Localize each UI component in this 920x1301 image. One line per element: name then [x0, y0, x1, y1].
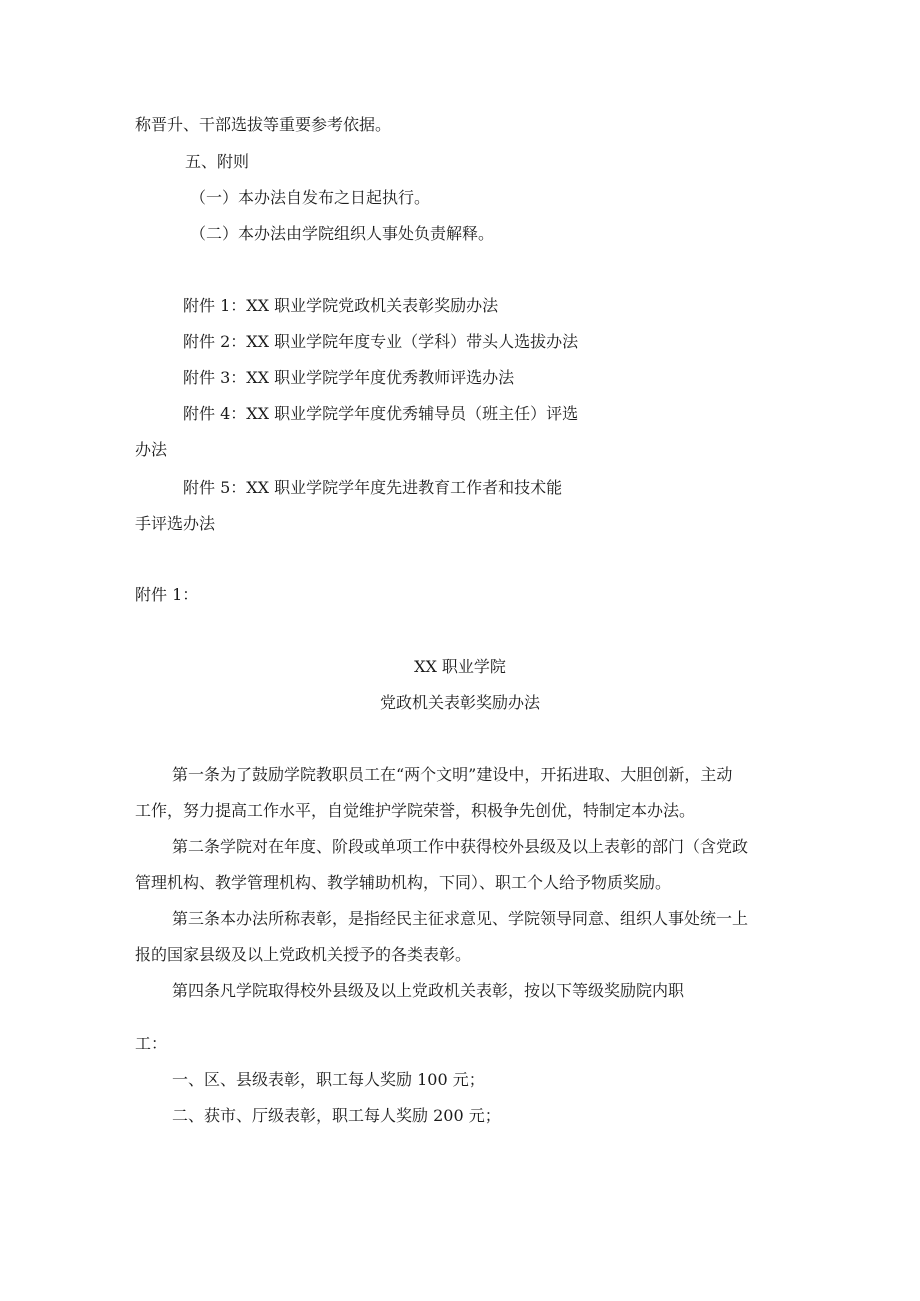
- attachment-list-item-3: 附件 3：XX 职业学院学年度优秀教师评选办法: [183, 368, 515, 387]
- attachment-one-label: 附件 1：: [135, 585, 199, 604]
- attachment-list-item-5: 附件 5：XX 职业学院学年度先进教育工作者和技术能: [183, 478, 563, 497]
- previous-section-tail: 称晋升、干部选拔等重要参考依据。: [135, 115, 392, 134]
- article-3-line-2: 报的国家县级及以上党政机关授予的各类表彰。: [135, 945, 472, 964]
- reward-level-2: 二、获市、厅级表彰，职工每人奖励 200 元；: [172, 1106, 501, 1125]
- article-2-line-2: 管理机构、教学管理机构、教学辅助机构，下同）、职工个人给予物质奖励。: [135, 873, 672, 892]
- section-five-item-2: （二）本办法由学院组织人事处负责解释。: [190, 224, 495, 243]
- article-3-line-1: 第三条本办法所称表彰，是指经民主征求意见、学院领导同意、组织人事处统一上: [172, 909, 749, 928]
- attachment-list-item-4-continued: 办法: [135, 440, 168, 459]
- article-1-line-1: 第一条为了鼓励学院教职员工在“两个文明”建设中，开拓进取、大胆创新，主动: [172, 765, 733, 784]
- attachment-list-item-5-continued: 手评选办法: [135, 514, 216, 533]
- section-five-item-1: （一）本办法自发布之日起执行。: [190, 188, 431, 207]
- reward-level-1: 一、区、县级表彰，职工每人奖励 100 元；: [172, 1070, 485, 1089]
- article-4-line-1: 第四条凡学院取得校外县级及以上党政机关表彰，按以下等级奖励院内职: [172, 981, 685, 1000]
- document-title-line-1: XX 职业学院: [414, 657, 506, 676]
- attachment-list-item-1: 附件 1：XX 职业学院党政机关表彰奖励办法: [183, 296, 499, 315]
- section-five-heading: 五、附则: [185, 152, 250, 171]
- document-title-line-2: 党政机关表彰奖励办法: [379, 693, 540, 712]
- article-2-line-1: 第二条学院对在年度、阶段或单项工作中获得校外县级及以上表彰的部门（含党政: [172, 837, 749, 856]
- article-4-line-2: 工：: [135, 1034, 168, 1053]
- article-1-line-2: 工作，努力提高工作水平，自觉维护学院荣誉，积极争先创优，特制定本办法。: [135, 801, 696, 820]
- attachment-list-item-4: 附件 4：XX 职业学院学年度优秀辅导员（班主任）评选: [183, 404, 579, 423]
- attachment-list-item-2: 附件 2：XX 职业学院年度专业（学科）带头人选拔办法: [183, 332, 579, 351]
